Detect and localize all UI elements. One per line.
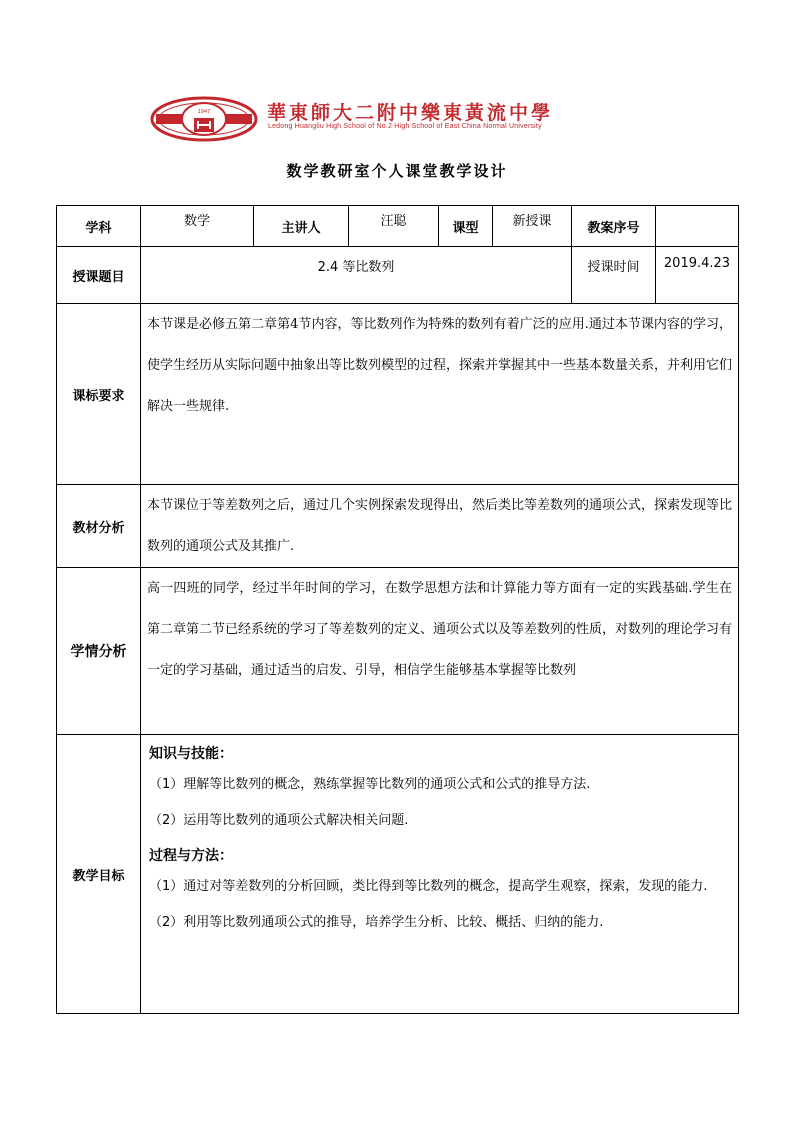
lesson-type-label: 课型 [439,206,493,247]
lesson-plan-table [56,205,739,1014]
knowledge-item-1: （1）理解等比数列的概念，熟练掌握等比数列的通项公式和公式的推导方法. [149,777,591,792]
goals-row [57,735,739,1014]
textbook-label: 教材分析 [57,485,141,568]
school-name-cn: 華東師大二附中樂東黃流中學 [267,102,554,124]
seal-year: 1947 [197,109,211,115]
process-heading: 过程与方法： [149,848,233,864]
plan-number-label: 教案序号 [572,206,656,247]
lesson-type-value: 新授课 [493,206,572,247]
header-row [57,206,739,247]
topic-row [57,247,739,304]
goals-content [141,735,739,1014]
date-value: 2019.4.23 [656,247,739,304]
lecturer-label: 主讲人 [254,206,349,247]
school-name-en: Ledong Huangliu High School of No.2 High School of East China Normal University [268,123,542,130]
subject-label: 学科 [57,206,141,247]
standards-text: 本节课是必修五第二章第4节内容，等比数列作为特殊的数列有着广泛的应用.通过本节课内容的学习，使学生经历从实际问题中抽象出等比数列模型的过程，探索并掌握其中一些基本数量关系，并利用它们解决一些规律. [141,304,739,485]
topic-value: 2.4 等比数列 [141,247,572,304]
textbook-row [57,485,739,568]
students-label: 学情分析 [57,568,141,735]
school-header [150,96,670,146]
standards-row [57,304,739,485]
subject-value: 数学 [141,206,254,247]
document-title: 数学教研室个人课堂教学设计 [286,162,508,180]
standards-label: 课标要求 [57,304,141,485]
students-text: 高一四班的同学，经过半年时间的学习，在数学思想方法和计算能力等方面有一定的实践基础.学生在第二章第二节已经系统的学习了等差数列的定义、通项公式以及等差数列的性质，对数列的理论学习有一定的学习基础，通过适当的启发、引导，相信学生能够基本掌握等比数列 [141,568,739,735]
students-row [57,568,739,735]
textbook-text: 本节课位于等差数列之后，通过几个实例探索发现得出，然后类比等差数列的通项公式，探索发现等比数列的通项公式及其推广. [141,485,739,568]
knowledge-item-2: （2）运用等比数列的通项公式解决相关问题. [149,813,409,828]
knowledge-heading: 知识与技能： [149,746,233,762]
plan-number-value [656,206,739,247]
school-seal-logo [150,96,258,142]
date-label: 授课时间 [572,247,656,304]
goals-label: 教学目标 [57,735,141,1014]
lecturer-value: 汪聪 [349,206,439,247]
process-item-1: （1）通过对等差数列的分析回顾，类比得到等比数列的概念，提高学生观察，探索，发现的能力. [149,879,708,894]
topic-label: 授课题目 [57,247,141,304]
process-item-2: （2）利用等比数列通项公式的推导，培养学生分析、比较、概括、归纳的能力. [149,915,604,930]
